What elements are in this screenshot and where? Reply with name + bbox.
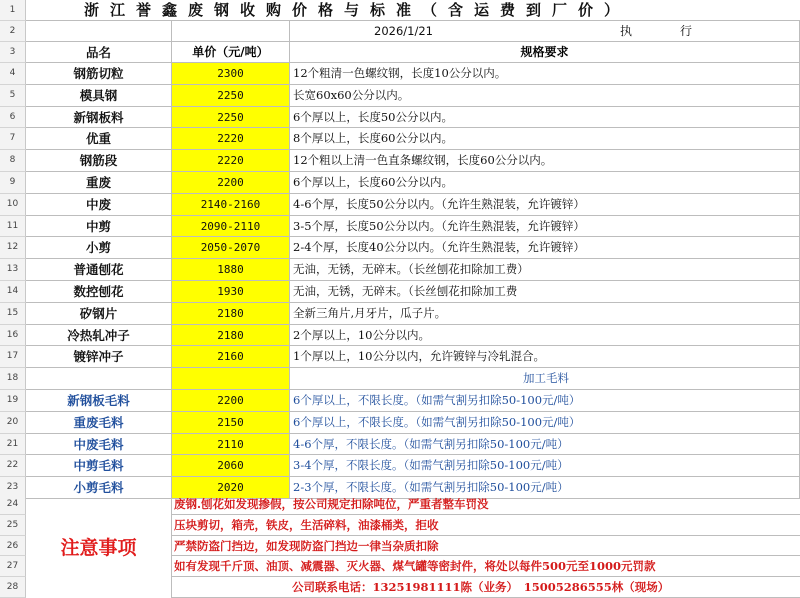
item-spec[interactable]: 12个粗以上清一色直条螺纹钢，长度60公分以内。 (290, 150, 800, 172)
item-spec[interactable]: 12个粗清一色螺纹钢，长度10公分以内。 (290, 63, 800, 85)
date-cell[interactable] (290, 21, 800, 42)
row-number[interactable]: 22 (0, 455, 26, 477)
row-number[interactable]: 23 (0, 477, 26, 499)
row-number[interactable]: 10 (0, 194, 26, 216)
empty-cell[interactable] (26, 21, 172, 42)
item-price[interactable]: 2220 (172, 150, 290, 172)
processed-name[interactable]: 新钢板毛料 (26, 390, 172, 412)
item-price[interactable]: 2250 (172, 85, 290, 107)
row-number[interactable]: 20 (0, 412, 26, 434)
row-number[interactable]: 11 (0, 216, 26, 238)
item-spec[interactable]: 无油，无锈，无碎末。（长丝刨花扣除加工费） (290, 259, 800, 281)
header-name[interactable]: 品名 (26, 42, 172, 63)
processed-price[interactable]: 2150 (172, 412, 290, 434)
processed-name[interactable]: 重废毛料 (26, 412, 172, 434)
header-spec[interactable]: 规格要求 (290, 42, 800, 63)
empty-price-cell[interactable] (172, 368, 290, 390)
row-number[interactable]: 15 (0, 303, 26, 325)
note-item[interactable]: 废钢.刨花如发现掺假，按公司规定扣除吨位，严重者整车罚没 (172, 494, 800, 515)
item-spec[interactable]: 全新三角片,月牙片，瓜子片。 (290, 303, 800, 325)
item-spec[interactable]: 1个厚以上，10公分以内，允许镀锌与冷轧混合。 (290, 346, 800, 368)
row-number[interactable]: 14 (0, 281, 26, 303)
item-price[interactable]: 2160 (172, 346, 290, 368)
row-number[interactable]: 13 (0, 259, 26, 281)
item-price[interactable]: 2090-2110 (172, 216, 290, 238)
item-name[interactable]: 新钢板料 (26, 107, 172, 129)
item-spec[interactable]: 4-6个厚，长度50公分以内。（允许生熟混装，允许镀锌） (290, 194, 800, 216)
row-number[interactable]: 8 (0, 150, 26, 172)
processed-price[interactable]: 2200 (172, 390, 290, 412)
row-number[interactable]: 28 (0, 577, 26, 598)
processed-price[interactable]: 2060 (172, 455, 290, 477)
item-spec[interactable]: 2-4个厚，长度40公分以内。（允许生熟混装，允许镀锌） (290, 237, 800, 259)
row-number[interactable]: 2 (0, 21, 26, 42)
item-price[interactable]: 2220 (172, 128, 290, 150)
item-name[interactable]: 镀锌冲子 (26, 346, 172, 368)
row-number[interactable]: 6 (0, 107, 26, 129)
section-label[interactable]: 加工毛料 (290, 368, 800, 390)
item-name[interactable]: 小剪 (26, 237, 172, 259)
processed-spec[interactable]: 4-6个厚，不限长度。（如需气割另扣除50-100元/吨） (290, 434, 800, 456)
row-number[interactable]: 5 (0, 85, 26, 107)
item-name[interactable]: 优重 (26, 128, 172, 150)
item-spec[interactable]: 6个厚以上，长度50公分以内。 (290, 107, 800, 129)
item-name[interactable]: 重废 (26, 172, 172, 194)
processed-price[interactable]: 2020 (172, 477, 290, 499)
row-number[interactable]: 12 (0, 237, 26, 259)
item-name[interactable]: 普通刨花 (26, 259, 172, 281)
item-name[interactable]: 中剪 (26, 216, 172, 238)
processed-price[interactable]: 2110 (172, 434, 290, 456)
row-number[interactable]: 19 (0, 390, 26, 412)
empty-cell[interactable] (172, 21, 290, 42)
item-price[interactable]: 2180 (172, 303, 290, 325)
exec-text: 执 行 (620, 24, 693, 38)
item-name[interactable]: 中废 (26, 194, 172, 216)
row-number[interactable]: 27 (0, 556, 26, 577)
item-name[interactable]: 冷热轧冲子 (26, 325, 172, 347)
item-price[interactable]: 2300 (172, 63, 290, 85)
processed-spec[interactable]: 3-4个厚，不限长度。（如需气割另扣除50-100元/吨） (290, 455, 800, 477)
row-number[interactable]: 7 (0, 128, 26, 150)
processed-name[interactable]: 中废毛料 (26, 434, 172, 456)
row-number[interactable]: 4 (0, 63, 26, 85)
item-spec[interactable]: 2个厚以上，10公分以内。 (290, 325, 800, 347)
note-item[interactable]: 严禁防盗门挡边，如发现防盗门挡边一律当杂质扣除 (172, 536, 800, 557)
item-name[interactable]: 钢筋切粒 (26, 63, 172, 85)
row-number[interactable]: 16 (0, 325, 26, 347)
row-number[interactable]: 17 (0, 346, 26, 368)
item-spec[interactable]: 6个厚以上，长度60公分以内。 (290, 172, 800, 194)
processed-spec[interactable]: 2-3个厚，不限长度。（如需气割另扣除50-100元/吨） (290, 477, 800, 499)
empty-cell[interactable] (26, 368, 172, 390)
processed-name[interactable]: 中剪毛料 (26, 455, 172, 477)
note-item[interactable]: 压块剪切，箱壳，铁皮，生活碎料，油漆桶类，拒收 (172, 515, 800, 536)
row-number[interactable]: 9 (0, 172, 26, 194)
item-price[interactable]: 2200 (172, 172, 290, 194)
item-spec[interactable]: 3-5个厚，长度50公分以内。（允许生熟混装，允许镀锌） (290, 216, 800, 238)
note-item[interactable]: 如有发现千斤顶、油顶、减震器、灭火器、煤气罐等密封件，将处以每件500元至1000元罚款 (172, 556, 800, 577)
row-number[interactable]: 18 (0, 368, 26, 390)
date-text: 2026/1/21 (374, 24, 433, 38)
row-number[interactable]: 21 (0, 434, 26, 456)
item-price[interactable]: 2250 (172, 107, 290, 129)
row-number[interactable]: 24 (0, 494, 26, 515)
row-number[interactable]: 3 (0, 42, 26, 63)
row-number[interactable]: 25 (0, 515, 26, 536)
row-number[interactable]: 26 (0, 536, 26, 557)
item-price[interactable]: 2140-2160 (172, 194, 290, 216)
item-price[interactable]: 2050-2070 (172, 237, 290, 259)
page-title: 浙江誉鑫废钢收购价格与标准（含运费到厂价） (26, 0, 800, 21)
contact-info[interactable]: 公司联系电话：13251981111陈（业务） 15005286555林（现场） (172, 577, 800, 598)
row-number[interactable]: 1 (0, 0, 26, 21)
item-price[interactable]: 1930 (172, 281, 290, 303)
notes-label[interactable]: 注意事项 (26, 494, 172, 598)
item-price[interactable]: 1880 (172, 259, 290, 281)
item-name[interactable]: 数控刨花 (26, 281, 172, 303)
item-price[interactable]: 2180 (172, 325, 290, 347)
processed-spec[interactable]: 6个厚以上，不限长度。（如需气割另扣除50-100元/吨） (290, 412, 800, 434)
header-price[interactable]: 单价（元/吨） (172, 42, 290, 63)
item-spec[interactable]: 长宽60x60公分以内。 (290, 85, 800, 107)
item-name[interactable]: 钢筋段 (26, 150, 172, 172)
processed-name[interactable]: 小剪毛料 (26, 477, 172, 499)
item-spec[interactable]: 8个厚以上，长度60公分以内。 (290, 128, 800, 150)
item-spec[interactable]: 无油，无锈，无碎末。（长丝刨花扣除加工费 (290, 281, 800, 303)
item-name[interactable]: 矽钢片 (26, 303, 172, 325)
item-name[interactable]: 模具钢 (26, 85, 172, 107)
processed-spec[interactable]: 6个厚以上，不限长度。（如需气割另扣除50-100元/吨） (290, 390, 800, 412)
